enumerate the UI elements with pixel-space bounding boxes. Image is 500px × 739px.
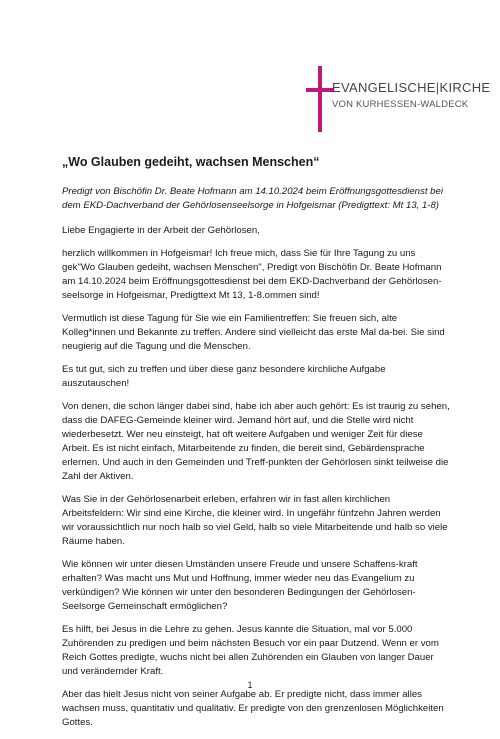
paragraph: Wie können wir unter diesen Umständen unsere Freude und unsere Schaffens-kraft erhalten? Was macht uns Mut und Hoffnung, immer wieder neu das Evangelium zu verkündigen? Wie können wir unter den besonderen Bedingungen der Gehörlosen-Seelsorge Gemeinschaft ermöglichen?: [62, 559, 418, 612]
paragraph: Es hilft, bei Jesus in die Lehre zu gehen. Jesus kannte die Situation, mal vor 5.000 Zuhörenden zu predigen und beim nächsten Besuch vor ein paar Dutzend. Wenn er vom Reich Gottes predigte, wuchs nicht bei allen Zuhörenden ein Glauben von langer Dauer und verändernder Kraft.: [62, 624, 439, 677]
paragraph: Was Sie in der Gehörlosenarbeit erleben, erfahren wir in fast allen kirchlichen Arbeitsfeldern: Wir sind eine Kirche, die kleiner wird. In ungefähr fünfzehn Jahren werden wir voraussichtlich nur noch halb so viel Geld, halb so viele Mitarbeitende und halb so viele Räume haben.: [62, 494, 448, 547]
church-logo: [318, 66, 490, 132]
paragraph: herzlich willkommen in Hofgeismar! Ich freue mich, dass Sie für Ihre Tagung zu uns gek"Wo Glauben gedeiht, wachsen Menschen", Predigt von Bischöfin Dr. Beate Hofmann am 14.10.2024 beim Eröffnungsgottesdienst bei dem EKD-Dachverband der Gehörlosen-seelsorge in Hofgeismar, Predigttext Mt 13, 1-8.ommen sind!: [62, 248, 442, 301]
logo-word-right: KIRCHE: [439, 80, 491, 95]
sermon-body: [62, 155, 450, 739]
cross-icon-vertical: [318, 66, 322, 132]
document-title: „Wo Glauben gedeiht, wachsen Menschen“: [62, 155, 320, 169]
logo-wordmark: [332, 80, 490, 95]
logo-subline: VON KURHESSEN-WALDECK: [332, 99, 469, 110]
logo-separator: |: [435, 80, 440, 95]
paragraph: Aber das hielt Jesus nicht von seiner Aufgabe ab. Er predigte nicht, dass immer alles wachsen muss, quantitativ und qualitativ. Er predigte von den grenzenlosen Möglichkeiten Gottes.: [62, 689, 444, 728]
cross-icon-horizontal: [306, 88, 334, 92]
paragraph: Von denen, die schon länger dabei sind, habe ich aber auch gehört: Es ist traurig zu sehen, dass die DAFEG-Gemeinde kleiner wird. Jemand hört auf, und die Stelle wird nicht wiederbesetzt. Wer neu einsteigt, hat oft weitere Aufgaben und weniger Zeit für diese Arbeit. Es ist nicht einfach, Mitarbeitende zu finden, die bereit sind, Gebärdensprache erlernen. Und auch in den Gemeinden und Treff-punkten der Gehörlosen sinkt teilweise die Zahl der Aktiven.: [62, 401, 450, 482]
paragraph: Es tut gut, sich zu treffen und über diese ganz besondere kirchliche Aufgabe auszutauschen!: [62, 364, 386, 389]
page-number: 1: [247, 680, 253, 690]
document-subtitle: Predigt von Bischöfin Dr. Beate Hofmann am 14.10.2024 beim Eröffnungsgottesdienst bei dem EKD-Dachverband der Gehörlosenseelsorge in Hofgeismar (Predigttext: Mt 13, 1-8): [62, 186, 443, 211]
logo-word-left: EVANGELISCHE: [332, 80, 436, 95]
paragraph: Liebe Engagierte in der Arbeit der Gehörlosen,: [62, 225, 260, 236]
paragraph: Vermutlich ist diese Tagung für Sie wie ein Familientreffen: Sie freuen sich, alte Kolleg*innen und Bekannte zu treffen. Andere sind vielleicht das erste Mal da-bei. Sie sind neugierig auf die Tagung und die Menschen.: [62, 313, 445, 352]
